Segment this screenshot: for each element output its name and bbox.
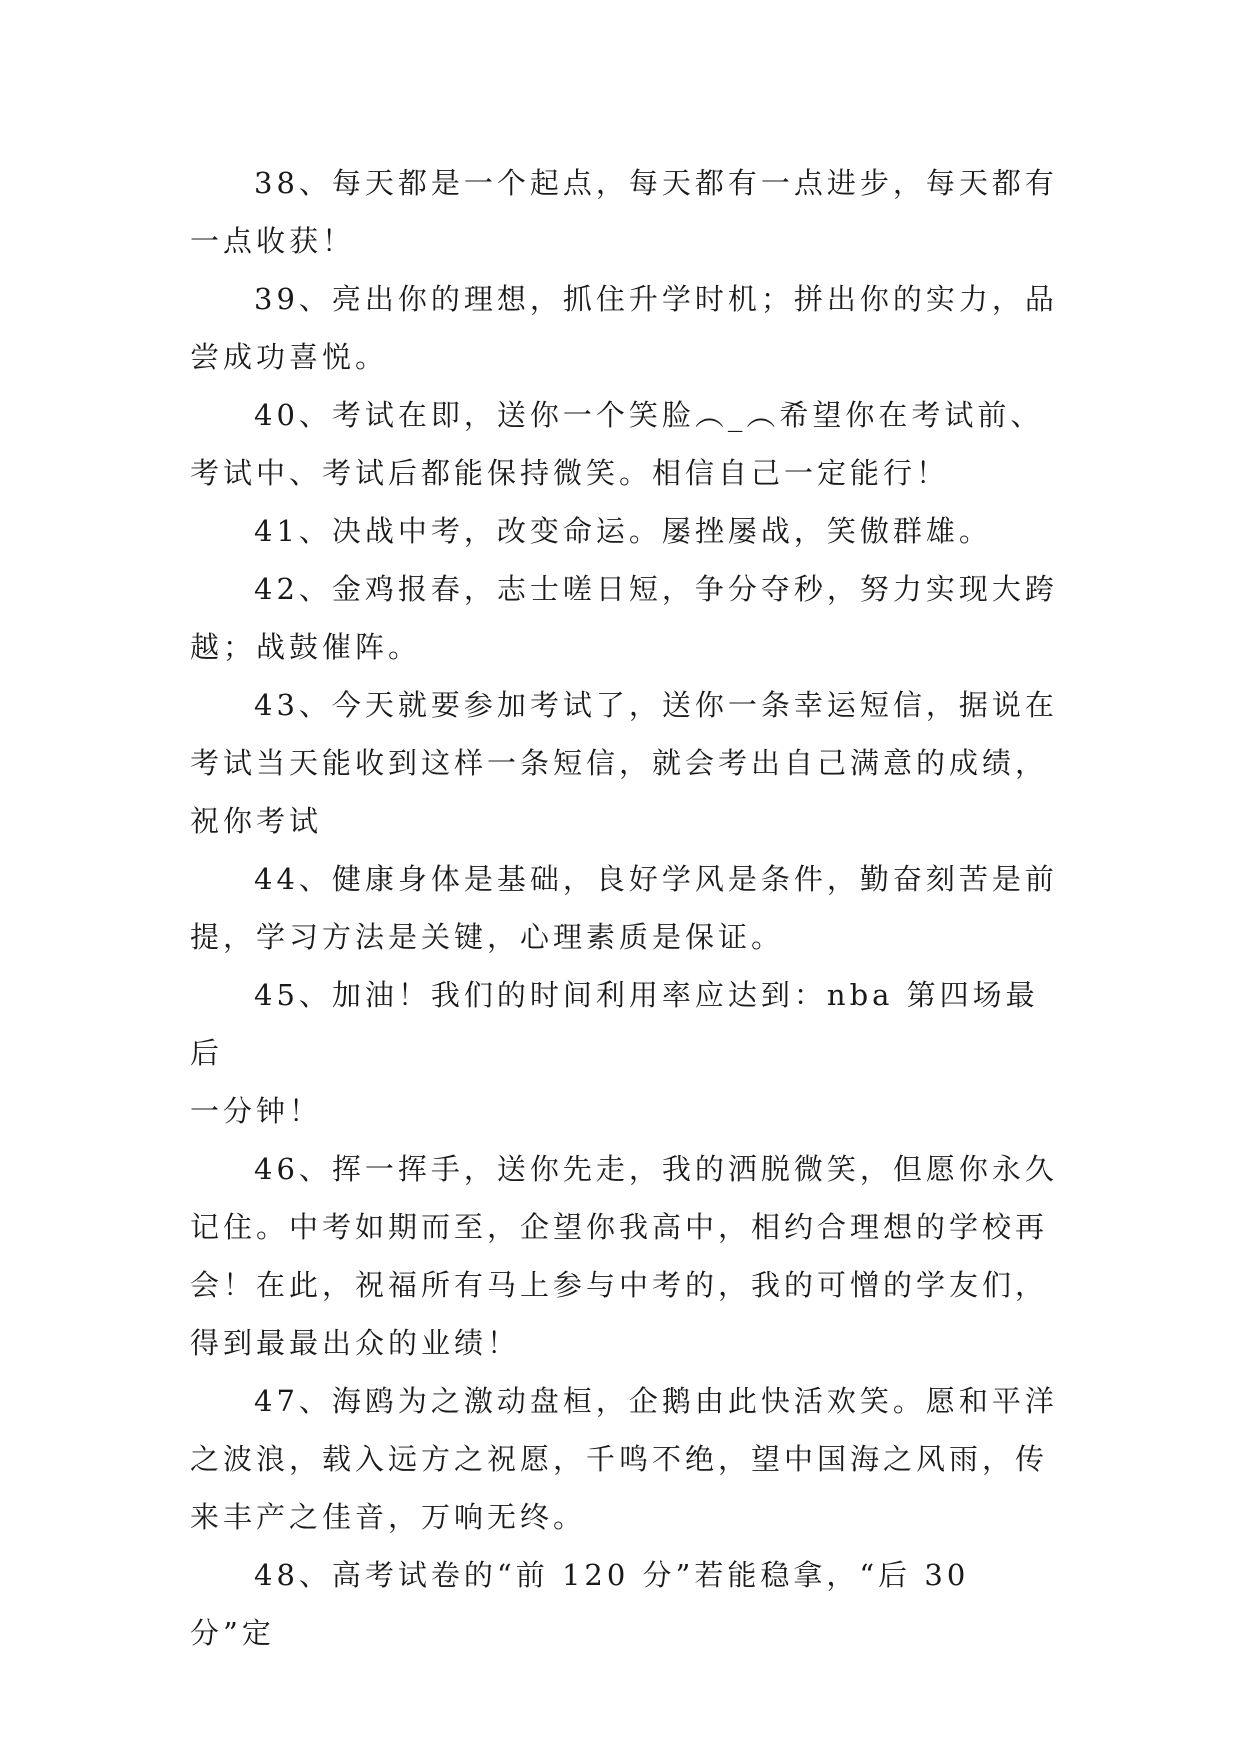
paragraph-line: 47、海鸥为之激动盘桓，企鹅由此快活欢笑。愿和平洋 <box>254 1384 1058 1418</box>
paragraph-line: 得到最最出众的业绩！ <box>190 1326 521 1360</box>
paragraph-line: 记住。中考如期而至，企望你我高中，相约合理想的学校再 <box>190 1210 1049 1244</box>
paragraph-38 <box>190 154 1060 270</box>
paragraph-line: 40、考试在即，送你一个笑脸︵_︵希望你在考试前、 <box>254 398 1044 432</box>
paragraph-line: 祝你考试 <box>190 804 323 838</box>
paragraph-line: 提，学习方法是关键，心理素质是保证。 <box>190 920 785 954</box>
paragraph-48 <box>190 1546 1060 1662</box>
paragraph-46 <box>190 1140 1060 1372</box>
paragraph-line: 41、决战中考，改变命运。屡挫屡战，笑傲群雄。 <box>254 514 992 548</box>
paragraph-line: 43、今天就要参加考试了，送你一条幸运短信，据说在 <box>254 688 1058 722</box>
paragraph-line: 一分钟！ <box>190 1094 323 1128</box>
paragraph-line: 39、亮出你的理想，抓住升学时机；拼出你的实力，品 <box>254 282 1058 316</box>
paragraph-line: 46、挥一挥手，送你先走，我的洒脱微笑，但愿你永久 <box>254 1152 1058 1186</box>
paragraph-line: 45、加油！我们的时间利用率应达到：nba 第四场最后 <box>190 978 1039 1070</box>
paragraph-44 <box>190 850 1060 966</box>
paragraph-line: 48、高考试卷的“前 120 分”若能稳拿，“后 30 分”定 <box>190 1558 983 1650</box>
paragraph-line: 尝成功喜悦。 <box>190 340 389 374</box>
paragraph-47 <box>190 1372 1060 1546</box>
paragraph-line: 考试当天能收到这样一条短信，就会考出自己满意的成绩， <box>190 746 1049 780</box>
paragraph-line: 考试中、考试后都能保持微笑。相信自己一定能行！ <box>190 456 950 490</box>
paragraph-42 <box>190 560 1060 676</box>
paragraph-45 <box>190 966 1060 1140</box>
paragraph-41 <box>190 502 1060 560</box>
paragraph-line: 44、健康身体是基础，良好学风是条件，勤奋刻苦是前 <box>254 862 1058 896</box>
paragraph-line: 42、金鸡报春，志士嗟日短，争分夺秒，努力实现大跨 <box>254 572 1058 606</box>
paragraph-line: 一点收获！ <box>190 224 356 258</box>
paragraph-line: 之波浪，载入远方之祝愿，千鸣不绝，望中国海之风雨，传 <box>190 1442 1049 1476</box>
document-body <box>190 154 1060 1662</box>
paragraph-line: 38、每天都是一个起点，每天都有一点进步，每天都有 <box>254 166 1058 200</box>
paragraph-40 <box>190 386 1060 502</box>
paragraph-39 <box>190 270 1060 386</box>
paragraph-line: 来丰产之佳音，万响无终。 <box>190 1500 587 1534</box>
paragraph-line: 越；战鼓催阵。 <box>190 630 422 664</box>
paragraph-line: 会！在此，祝福所有马上参与中考的，我的可憎的学友们， <box>190 1268 1049 1302</box>
paragraph-43 <box>190 676 1060 850</box>
